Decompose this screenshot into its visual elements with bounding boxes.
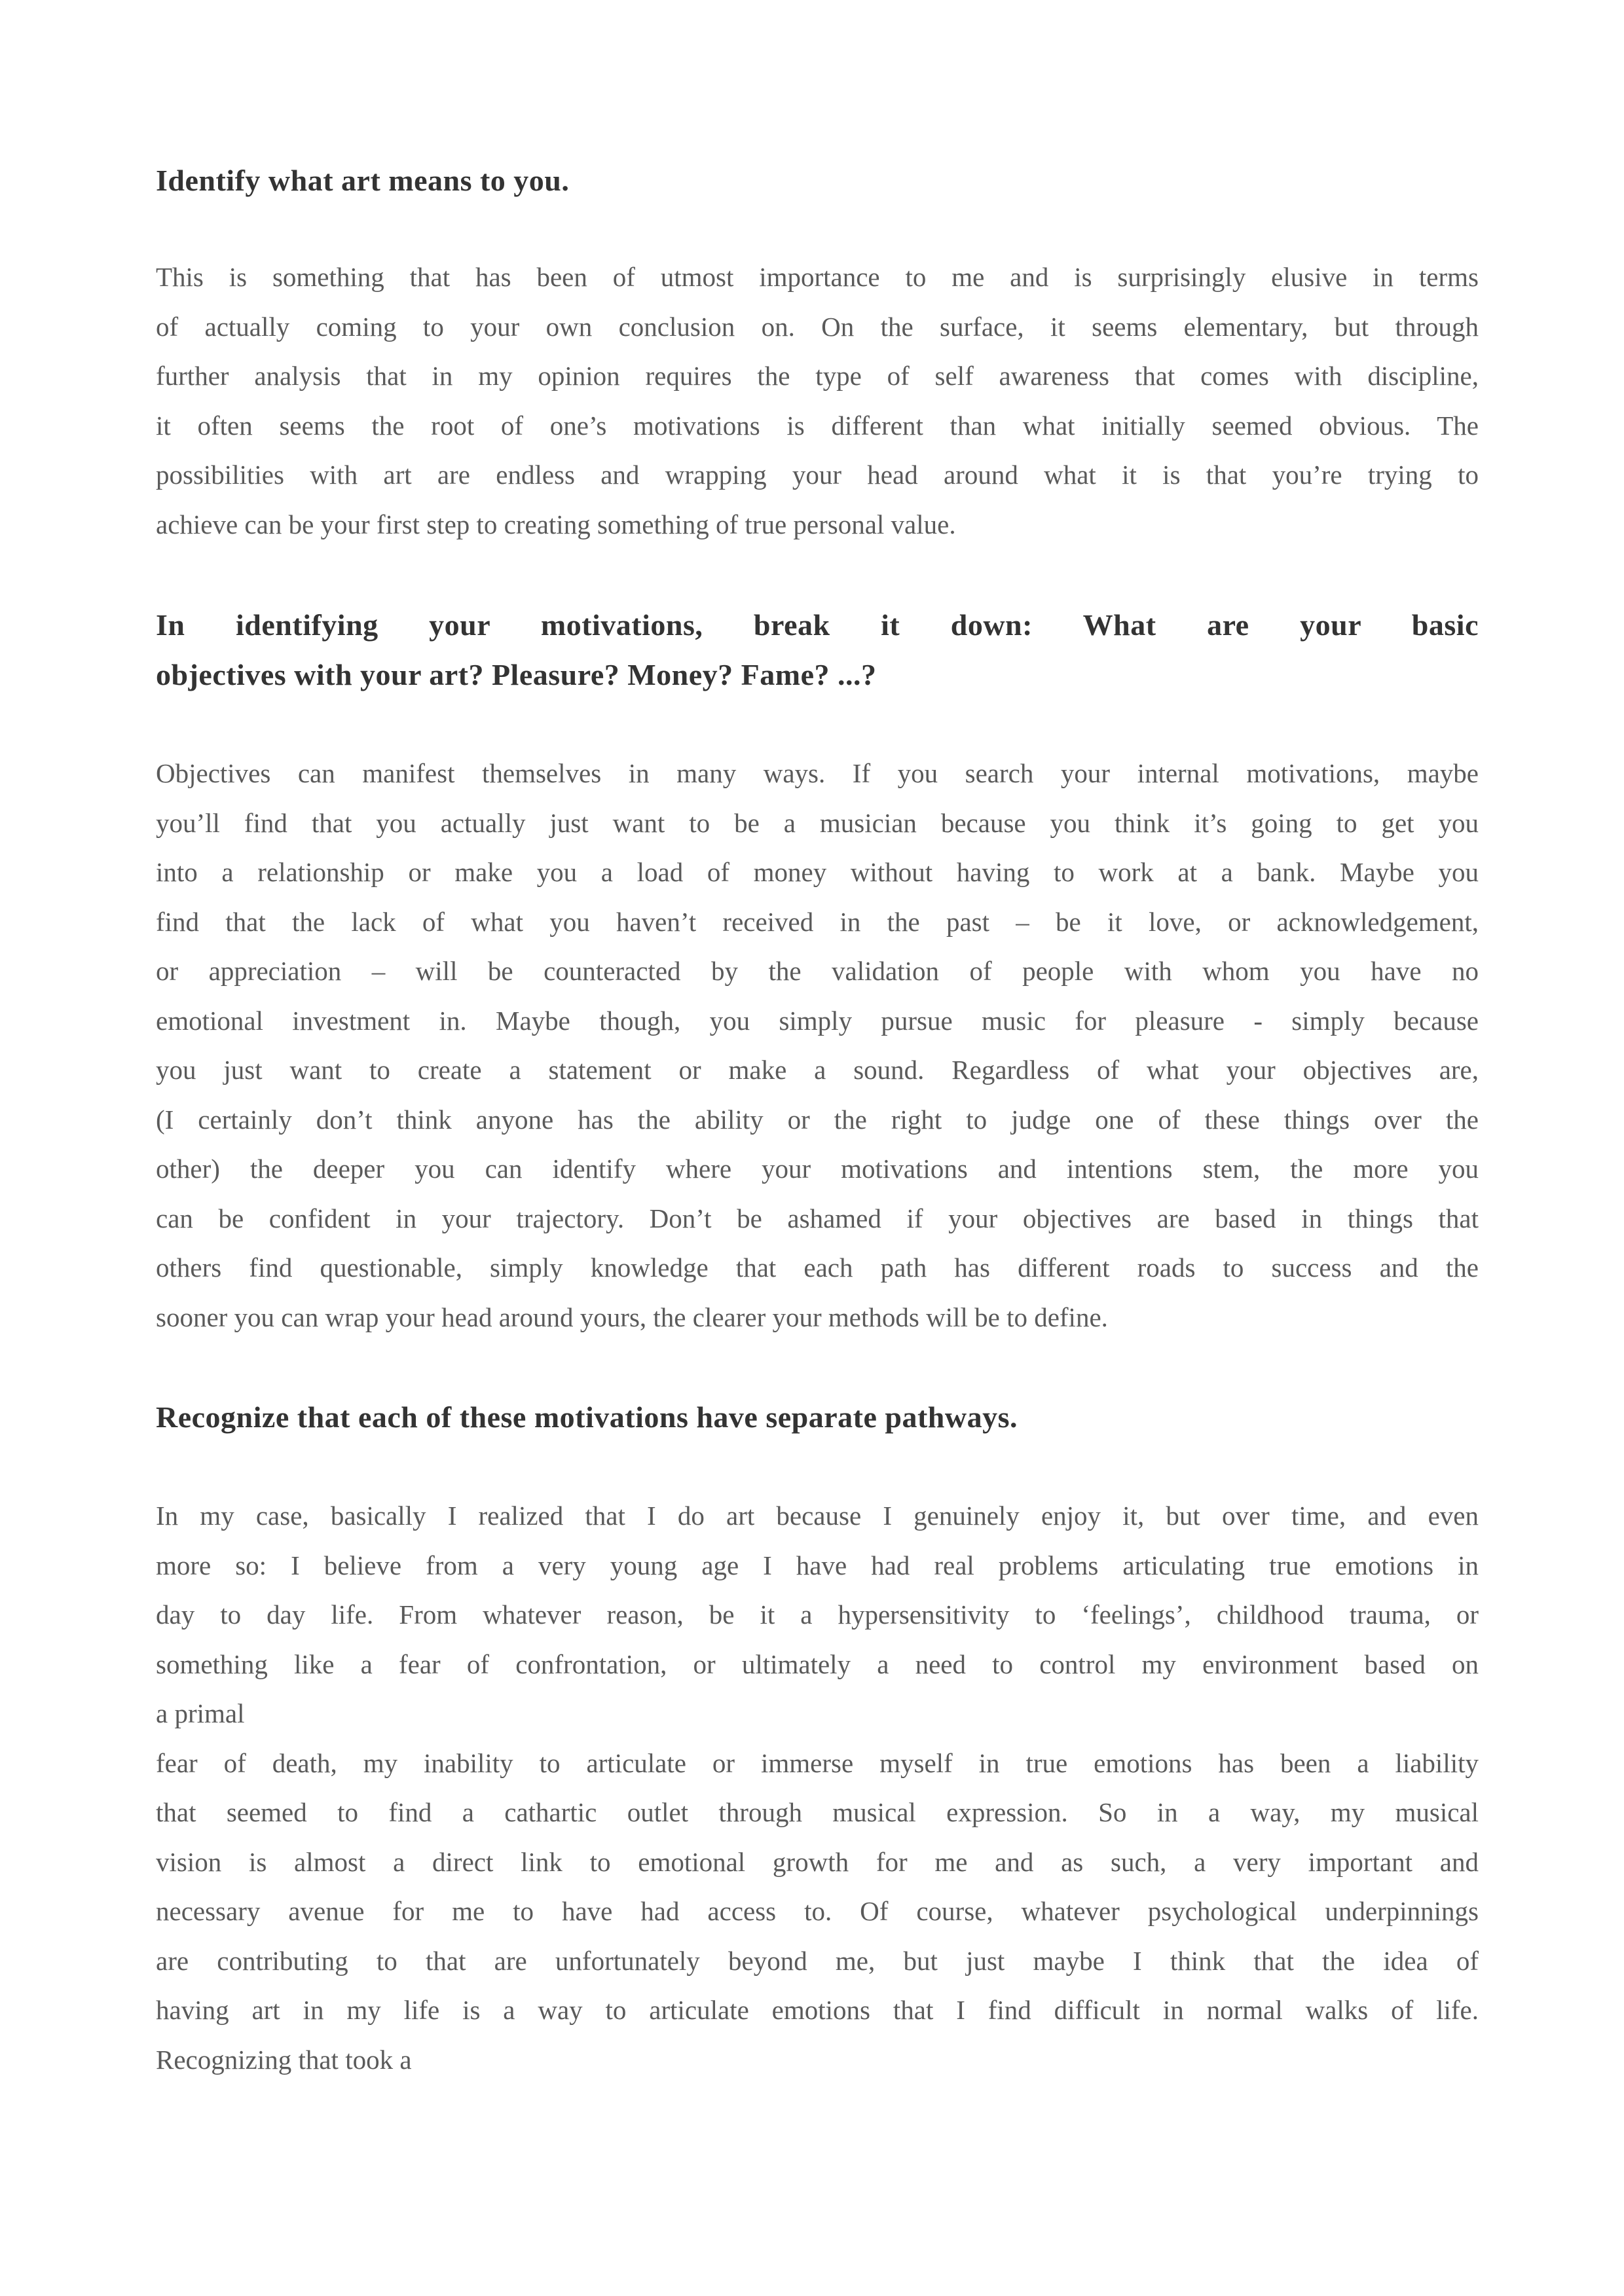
body-line: are contributing to that are unfortunately beyond me, but just maybe I think that the idea of [156,1945,1479,1976]
body-line: something like a fear of confrontation, or ultimately a need to control my environment based on [156,1649,1479,1679]
heading-line: Identify what art means to you. [156,164,570,197]
heading-line: In identifying your motivations, break it down: What are your basic [156,608,1479,642]
body-line: others find questionable, simply knowledge that each path has different roads to success and the [156,1252,1479,1283]
body-line: (I certainly don’t think anyone has the ability or the right to judge one of these things over the [156,1104,1479,1135]
body-line: necessary avenue for me to have had access to. Of course, whatever psychological underpinnings [156,1896,1479,1926]
body-line: fear of death, my inability to articulate or immerse myself in true emotions has been a liability [156,1747,1479,1778]
body-line: find that the lack of what you haven’t received in the past – be it love, or acknowledgement, [156,906,1479,937]
body-line: In my case, basically I realized that I do art because I genuinely enjoy it, but over time, and even [156,1501,1479,1531]
body-line: This is something that has been of utmost importance to me and is surprisingly elusive in terms [156,262,1479,292]
body-line: Objectives can manifest themselves in many ways. If you search your internal motivations, maybe [156,758,1479,788]
body-line: you’ll find that you actually just want to be a musician because you think it’s going to get you [156,807,1479,838]
body-line: emotional investment in. Maybe though, you simply pursue music for pleasure - simply because [156,1005,1479,1036]
body-line: Recognizing that took a [156,2044,412,2075]
body-line: of actually coming to your own conclusion on. On the surface, it seems elementary, but through [156,311,1479,342]
section-1-heading [156,156,1479,206]
body-line: into a relationship or make you a load of money without having to work at a bank. Maybe you [156,857,1479,887]
section-3-body [156,1491,1479,2085]
body-line: day to day life. From whatever reason, be it a hypersensitivity to ‘feelings’, childhood trauma, or [156,1599,1479,1630]
heading-line: objectives with your art? Pleasure? Money? Fame? ...? [156,657,877,691]
body-line: a primal [156,1698,245,1728]
body-line: achieve can be your first step to creating something of true personal value. [156,509,956,539]
body-line: sooner you can wrap your head around yours, the clearer your methods will be to define. [156,1302,1108,1332]
body-line: that seemed to find a cathartic outlet through musical expression. So in a way, my musical [156,1797,1479,1827]
body-line: having art in my life is a way to articulate emotions that I find difficult in normal walks of life. [156,1995,1479,2025]
body-line: further analysis that in my opinion requires the type of self awareness that comes with discipline, [156,361,1479,391]
body-line: it often seems the root of one’s motivations is different than what initially seemed obvious. The [156,410,1479,441]
section-2-heading [156,600,1479,699]
body-line: or appreciation – will be counteracted by the validation of people with whom you have no [156,956,1479,986]
section-3-heading [156,1393,1479,1442]
body-line: other) the deeper you can identify where your motivations and intentions stem, the more you [156,1154,1479,1184]
heading-line: Recognize that each of these motivations have separate pathways. [156,1400,1018,1434]
body-line: possibilities with art are endless and wrapping your head around what it is that you’re trying to [156,460,1479,490]
section-1-body [156,253,1479,549]
body-line: vision is almost a direct link to emotional growth for me and as such, a very important and [156,1846,1479,1877]
section-2-body [156,749,1479,1342]
body-line: more so: I believe from a very young age I have had real problems articulating true emotions in [156,1550,1479,1580]
body-line: you just want to create a statement or make a sound. Regardless of what your objectives are, [156,1055,1479,1085]
body-line: can be confident in your trajectory. Don’t be ashamed if your objectives are based in things that [156,1203,1479,1233]
